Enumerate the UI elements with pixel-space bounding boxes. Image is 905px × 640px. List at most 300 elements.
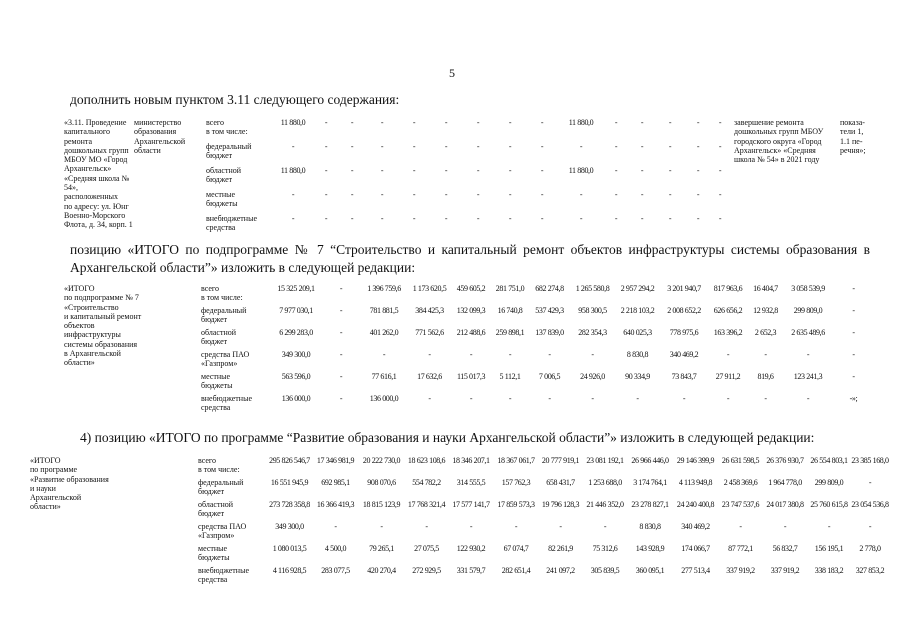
item-name-line: инфраструктуры [64,330,121,340]
value-cell: 136 000,0 [369,394,399,403]
value-cell: 682 274,8 [535,284,564,293]
value-cell: 137 839,0 [535,328,564,337]
item-name-line: Архангельск» [64,164,112,174]
value-cell: 56 832,7 [772,544,798,553]
value-cell: 282 651,4 [501,566,531,575]
value-cell: - [469,350,473,359]
value-cell: 163 396,2 [713,328,743,337]
paragraph-program-total: 4) позицию «ИТОГО по программе “Развитие образования и науки Архангельской области”» изложить в следующей редакции: [80,430,815,445]
item-name-line: «Строительство [64,302,119,312]
value-cell: 87 772,1 [728,544,753,553]
value-cell: - [382,350,386,359]
value-cell: - [324,166,328,175]
value-cell: 299 809,0 [814,478,844,487]
item-name-line: «ИТОГО [30,456,61,465]
value-cell: - [476,166,480,175]
item-name-line: по подпрограмме № 7 [64,293,139,303]
value-cell: - [476,142,480,151]
value-cell: 5 112,1 [499,372,521,381]
value-cell: 23 747 537,6 [721,500,760,509]
value-cell: 132 099,3 [456,306,486,315]
item-name-cell [64,284,201,416]
item-name-line: «ИТОГО [64,284,95,293]
value-cell: 18 367 061,7 [497,456,535,465]
funding-source-line: в том числе: [206,127,248,137]
funding-source-line: бюджет [206,151,233,161]
value-cell: 1 080 013,5 [272,544,307,553]
value-cell: 295 826 546,7 [269,456,310,465]
value-cell: - [614,142,618,151]
value-cell: 281 751,0 [495,284,525,293]
value-cell: 327 853,2 [855,566,885,575]
value-cell: 282 354,3 [578,328,607,337]
value-cell: 23 385 168,0 [851,456,889,465]
value-cell: 156 195,1 [814,544,844,553]
value-cell: 19 796 128,3 [541,500,580,509]
funding-source-cell [198,500,266,522]
value-cell: - [764,394,767,403]
value-cell: 18 623 108,6 [407,456,446,465]
value-cell: 640 025,3 [623,328,652,337]
value-cell: - [334,522,337,531]
table-subprogram-7-total [64,284,874,416]
value-cell: 26 631 598,5 [721,456,760,465]
value-cell: 8 830,8 [626,350,649,359]
value-cell: - [380,166,384,175]
value-cell: 27 911,2 [715,372,741,381]
funding-source-line: средства ПАО [201,350,250,359]
funding-source-line: в том числе: [198,465,240,475]
value-cell: - [339,284,343,293]
value-cell: 12 932,8 [753,306,778,315]
value-cell: 11 880,0 [568,118,594,127]
executor-line: министерство [134,118,182,127]
value-cell: - [540,142,544,151]
value-cell: 2 635 489,6 [791,328,825,337]
value-cell: - [696,214,700,223]
value-cell: - [425,522,428,531]
item-name-line: в Архангельской [64,349,121,359]
value-cell: 75 312,6 [592,544,618,553]
value-cell: 24 926,0 [580,372,605,381]
value-cell: 337 919,2 [770,566,800,575]
result-line: школа № 54» в 2021 году [734,155,820,165]
item-name-line: Военно-Морского [64,210,126,220]
value-cell: 299 809,0 [793,306,823,315]
executor-line: образования [134,127,177,137]
value-cell: - [350,118,354,127]
value-cell: 331 579,7 [456,566,486,575]
value-cell: 23 054 536,8 [851,500,889,509]
value-cell: 4 116 928,5 [272,566,307,575]
value-cell: - [696,142,700,151]
value-cell: 2 218 103,2 [620,306,655,315]
value-cell: - [324,118,328,127]
value-cell: 7 977 030,1 [279,306,313,315]
value-cell: 817 963,6 [713,284,743,293]
item-name-line: Архангельской [30,493,82,503]
value-cell: - [783,522,787,531]
value-cell: - [428,394,431,403]
value-cell: - [428,350,431,359]
value-cell: - [640,190,644,199]
value-cell: 77 616,1 [371,372,397,381]
value-cell: 73 843,7 [671,372,697,381]
value-cell: 67 074,7 [503,544,529,553]
funding-source-line: областной [206,166,242,175]
value-cell: 17 577 141,7 [452,500,490,509]
value-cell: - [508,190,512,199]
funding-source-line: средства ПАО [198,522,247,531]
table-row [64,118,884,142]
value-cell: 24 240 400,8 [676,500,715,509]
value-cell: - [291,142,295,151]
funding-source-cell [198,544,266,566]
funding-source-cell [201,306,270,328]
item-name-line: и науки [30,483,56,493]
indicator-cell [840,118,884,238]
value-cell: 241 097,2 [546,566,575,575]
value-cell: 778 975,6 [669,328,699,337]
value-cell: 16 551 945,9 [270,478,309,487]
value-cell: - [444,166,448,175]
value-cell: - [640,142,644,151]
value-cell: - [508,394,512,403]
value-cell: - [548,394,551,403]
value-cell: 1 253 688,0 [588,478,622,487]
value-cell: - [852,284,855,293]
value-cell: - [339,328,343,337]
value-cell: - [852,306,855,315]
value-cell: - [636,394,639,403]
result-cell [728,118,840,238]
value-cell: - [339,350,343,359]
executor-cell [134,118,206,238]
value-cell: - [540,214,544,223]
value-cell: - [540,166,544,175]
value-cell: 17 346 981,9 [316,456,355,465]
paragraph-add-item: дополнить новым пунктом 3.11 следующего содержания: [70,92,400,107]
value-cell: - [476,190,480,199]
value-cell: - [614,166,618,175]
funding-source-line: внебюджетные [198,566,249,575]
value-cell: 273 728 358,8 [269,500,310,509]
value-cell: 20 222 730,0 [362,456,401,465]
value-cell: 554 782,2 [412,478,441,487]
value-cell: 338 183,2 [814,566,844,575]
value-cell: - [579,142,583,151]
funding-source-cell [206,166,272,190]
value-cell: - [640,214,644,223]
value-cell: - [412,142,416,151]
funding-source-line: «Газпром» [198,531,235,541]
value-cell: 3 174 764,1 [633,478,667,487]
value-cell: - [469,394,473,403]
value-cell: 115 017,3 [456,372,486,381]
value-cell: - [291,190,295,199]
value-cell: - [412,190,416,199]
indicator-line: речня»; [840,145,866,155]
value-cell: - [579,214,583,223]
value-cell: 90 334,9 [625,372,650,381]
indicator-line: тели 1, [840,127,864,137]
value-cell: 11 880,0 [568,166,594,175]
value-cell: 1 265 580,8 [575,284,610,293]
result-line: завершение ремонта [734,118,804,127]
value-cell: - [591,394,594,403]
value-cell: 4 113 949,8 [678,478,713,487]
item-name-line: «Средняя школа № 54», [64,173,130,193]
indicator-line: показа- [840,118,865,127]
value-cell: - [444,118,448,127]
value-cell: - [324,214,328,223]
result-line: городского округа «Город [734,136,822,146]
value-cell: 8 830,8 [639,522,661,531]
value-cell: 349 300,0 [281,350,311,359]
value-cell: 79 265,1 [369,544,394,553]
funding-source-line: бюджеты [198,553,230,563]
value-cell: - [339,306,343,315]
executor-line: области [134,145,161,155]
value-cell: 1 964 778,0 [768,478,802,487]
item-name-line: области» [64,358,95,368]
item-name-line: объектов [64,321,95,331]
value-cell: 82 261,9 [548,544,573,553]
value-cell: 771 562,6 [415,328,444,337]
funding-source-line: всего [206,118,225,127]
item-name-line: по программе [30,465,78,475]
value-cell: 18 346 207,1 [452,456,490,465]
value-cell: 1 396 759,6 [367,284,401,293]
value-cell: 136 000,0 [281,394,311,403]
value-cell: 3 058 539,9 [791,284,825,293]
value-cell: 21 446 352,0 [586,500,624,509]
value-cell: 15 325 209,1 [277,284,315,293]
value-cell: - [514,522,518,531]
table-program-total [30,456,889,588]
value-cell: 314 555,5 [456,478,486,487]
value-cell: 337 919,2 [726,566,755,575]
value-cell: 420 270,4 [367,566,396,575]
value-cell: 259 898,1 [495,328,525,337]
value-cell: - [852,350,855,359]
value-cell: 27 075,5 [414,544,439,553]
value-cell: 819,6 [757,372,774,381]
value-cell: 272 929,5 [412,566,441,575]
value-cell: 20 777 919,1 [541,456,580,465]
value-cell: - [806,350,810,359]
value-cell: 958 300,5 [578,306,607,315]
value-cell: - [380,118,384,127]
value-cell: 658 431,7 [546,478,575,487]
value-cell: - [739,522,742,531]
value-cell: - [682,394,686,403]
funding-source-line: бюджеты [206,199,238,209]
value-cell: 123 241,3 [793,372,823,381]
funding-source-line: бюджет [201,337,228,347]
value-cell: 340 469,2 [681,522,710,531]
funding-source-line: средства [201,403,231,413]
funding-source-cell [198,456,266,478]
table-item-3-11 [64,118,884,238]
funding-source-line: средства [198,575,228,585]
value-cell: - [508,214,512,223]
item-name-line: «Развитие образования [30,474,109,484]
item-name-line: МБОУ МО «Город [64,155,128,165]
value-cell: 11 880,0 [280,118,306,127]
funding-source-line: внебюджетные [206,214,257,223]
funding-source-cell [206,118,272,142]
value-cell: 143 928,9 [635,544,665,553]
value-cell: - [380,142,384,151]
value-cell: 26 554 803,1 [810,456,848,465]
value-cell: 26 966 446,0 [631,456,669,465]
value-cell: 26 376 930,7 [766,456,804,465]
value-cell: - [324,142,328,151]
value-cell: 349 300,0 [275,522,304,531]
value-cell: - [350,214,354,223]
value-cell: - [852,372,855,381]
funding-source-cell [198,566,266,588]
value-cell: - [718,118,722,127]
value-cell: - [668,190,672,199]
funding-source-line: бюджет [198,487,225,497]
funding-source-line: бюджеты [201,381,233,391]
value-cell: - [380,214,384,223]
funding-source-line: местные [198,544,228,553]
value-cell: 122 930,2 [456,544,486,553]
funding-source-line: в том числе: [201,293,243,303]
value-cell: - [668,166,672,175]
item-name-cell [64,118,134,238]
value-cell: 2 652,3 [754,328,777,337]
value-cell: - [764,350,767,359]
value-cell: - [508,118,512,127]
value-cell: - [444,142,448,151]
value-cell: 459 605,2 [456,284,486,293]
value-cell: 384 425,3 [415,306,444,315]
value-cell: 305 839,5 [590,566,620,575]
funding-source-line: федеральный [198,478,244,487]
item-name-line: капитального ремонта [64,127,110,146]
value-cell: 340 469,2 [669,350,699,359]
paragraph-subprogram-7: позицию «ИТОГО по подпрограмме № 7 “Строительство и капитальный ремонт объектов инфраструктуры системы образования в Архангельской области”» изложить в следующей редакции: [70,242,870,275]
value-cell: - [668,118,672,127]
value-cell: 24 017 380,8 [766,500,804,509]
funding-source-cell [201,372,270,394]
page-number: 5 [449,66,455,80]
item-name-line: области» [30,502,61,512]
value-cell: 1 173 620,5 [412,284,447,293]
funding-source-line: местные [201,372,231,381]
value-cell: 692 985,1 [321,478,350,487]
value-cell: 283 077,5 [321,566,350,575]
funding-source-line: «Газпром» [201,359,238,369]
value-cell: - [614,214,618,223]
value-cell: 6 299 283,0 [279,328,313,337]
value-cell: 2 008 652,2 [667,306,701,315]
funding-source-line: бюджет [206,175,233,185]
value-cell: - [412,214,416,223]
value-cell: 174 066,7 [681,544,710,553]
value-cell: 23 278 827,1 [631,500,669,509]
value-cell: 18 815 123,9 [362,500,401,509]
result-line: дошкольных групп МБОУ [734,127,824,137]
value-cell: - [640,166,644,175]
value-cell: - [476,214,480,223]
value-cell: 157 762,3 [501,478,531,487]
table-row [64,284,874,306]
value-cell: - [444,214,448,223]
item-name-cell [30,456,198,588]
value-cell: - [508,142,512,151]
value-cell: - [868,478,872,487]
funding-source-cell [201,284,270,306]
value-cell: - [614,190,618,199]
item-name-line: расположенных [64,192,118,202]
value-cell: - [540,118,544,127]
value-cell: - [614,118,618,127]
value-cell: 29 146 399,9 [676,456,715,465]
table-row [30,456,889,478]
value-cell: - [696,166,700,175]
item-name-line: Флота, д. 34, корп. 1 [64,220,133,230]
item-name-line: системы образования [64,339,138,349]
funding-source-cell [198,478,266,500]
funding-source-cell [198,522,266,544]
value-cell: 360 095,1 [635,566,665,575]
funding-source-cell [201,328,270,350]
value-cell: 16 740,8 [497,306,523,315]
value-cell: - [350,142,354,151]
value-cell: - [548,350,551,359]
value-cell: - [339,394,343,403]
value-cell: 17 632,6 [417,372,442,381]
item-name-line: «3.11. Проведение [64,118,127,127]
value-cell: - [806,394,810,403]
value-cell: - [476,118,480,127]
value-cell: - [444,190,448,199]
value-cell: 781 881,5 [369,306,399,315]
value-cell: 16 404,7 [753,284,778,293]
value-cell: - [508,350,512,359]
value-cell: - [718,190,722,199]
value-cell: 23 081 192,1 [586,456,624,465]
value-cell: 212 488,6 [456,328,486,337]
funding-source-cell [206,190,272,214]
value-cell: - [380,522,383,531]
executor-line: Архангельской [134,136,186,146]
funding-source-line: местные [206,190,236,199]
value-cell: 277 513,4 [681,566,710,575]
funding-source-line: средства [206,223,236,233]
funding-source-line: бюджет [201,315,228,325]
funding-source-cell [201,394,270,416]
funding-source-line: областной [198,500,234,509]
value-cell: 3 201 940,7 [667,284,701,293]
value-cell: 401 262,0 [369,328,399,337]
value-cell: - [718,142,722,151]
value-cell: 25 760 615,8 [810,500,848,509]
value-cell: 7 006,5 [538,372,561,381]
value-cell: 537 429,3 [535,306,564,315]
value-cell: - [380,190,384,199]
value-cell: - [726,350,730,359]
funding-source-line: внебюджетные [201,394,252,403]
value-cell: 908 070,6 [367,478,396,487]
funding-source-cell [206,214,272,238]
funding-source-line: бюджет [198,509,225,519]
